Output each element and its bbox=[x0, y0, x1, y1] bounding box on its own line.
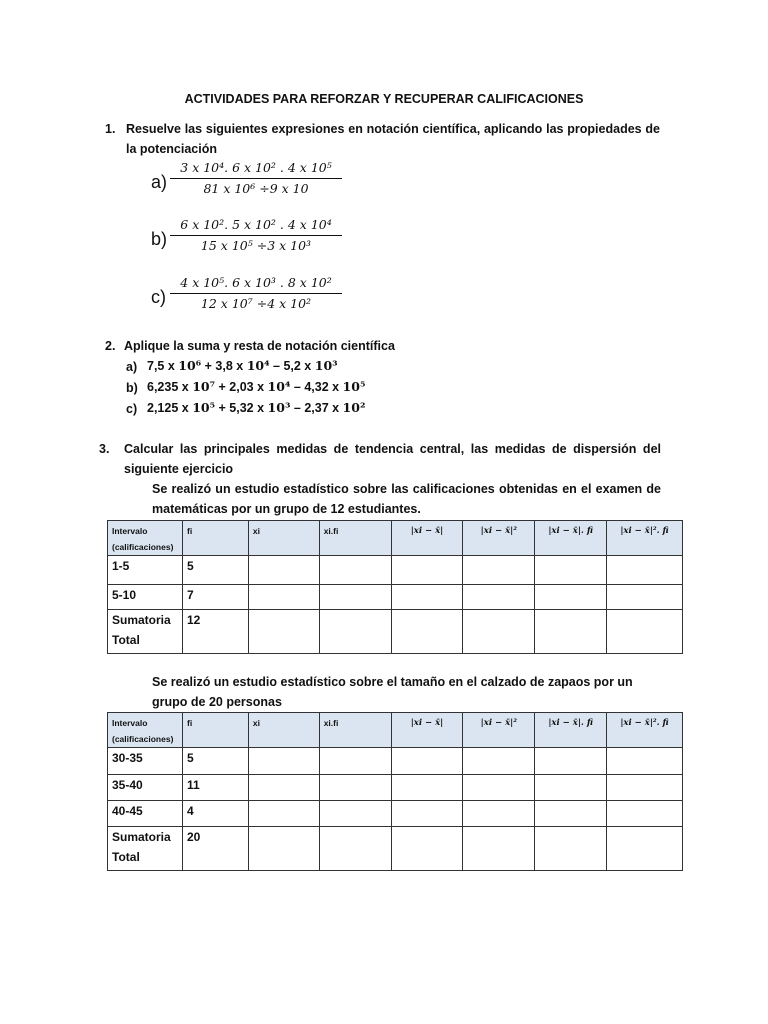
item-2a-part: 7,5 x bbox=[147, 359, 179, 373]
header-abs-dev: |xi − x̄| bbox=[391, 521, 463, 556]
table-row-total bbox=[108, 827, 683, 871]
table-header-row bbox=[108, 521, 683, 556]
cell-empty bbox=[535, 827, 607, 871]
header-xi: xi bbox=[248, 521, 319, 556]
cell-empty bbox=[463, 827, 535, 871]
fraction-1b-denominator: 15 x 10⁵ ÷3 x 10³ bbox=[200, 238, 312, 253]
header-sq-dev-fi: |xi − x̄|². fi bbox=[607, 521, 683, 556]
question-1-text: Resuelve las siguientes expresiones en notación científica, aplicando las propiedades de la potenciación bbox=[126, 122, 660, 156]
cell-empty bbox=[535, 801, 607, 827]
cell-empty bbox=[248, 801, 319, 827]
cell-empty bbox=[319, 610, 391, 654]
cell-interval: Sumatoria Total bbox=[108, 827, 183, 871]
cell-empty bbox=[391, 610, 463, 654]
item-1a-label: a) bbox=[151, 172, 168, 192]
page-title: ACTIVIDADES PARA REFORZAR Y RECUPERAR CALIFICACIONES bbox=[184, 92, 584, 106]
item-2a-power: 10⁴ bbox=[246, 358, 270, 373]
cell-empty bbox=[463, 775, 535, 801]
item-2b-part: – 4,32 x bbox=[290, 380, 343, 394]
cell-empty bbox=[248, 585, 319, 610]
cell-empty bbox=[248, 827, 319, 871]
header-fi: fi bbox=[182, 713, 248, 748]
header-abs-dev: |xi − x̄| bbox=[391, 713, 463, 748]
table-row-total bbox=[108, 610, 683, 654]
fraction-1a bbox=[170, 160, 342, 196]
table-header-row bbox=[108, 713, 683, 748]
fraction-1a-denominator: 81 x 10⁶ ÷9 x 10 bbox=[203, 181, 309, 196]
cell-empty bbox=[535, 610, 607, 654]
cell-empty bbox=[535, 775, 607, 801]
cell-empty bbox=[607, 556, 683, 585]
table-row bbox=[108, 801, 683, 827]
item-2b-power: 10⁷ bbox=[192, 379, 216, 394]
item-2c-part: – 2,37 x bbox=[290, 401, 343, 415]
frequency-table-grades bbox=[107, 520, 683, 654]
cell-fi: 11 bbox=[182, 775, 248, 801]
cell-empty bbox=[535, 585, 607, 610]
cell-empty bbox=[319, 801, 391, 827]
question-1-number: 1. bbox=[105, 122, 116, 136]
header-abs-dev-fi: |xi − x̄|. fi bbox=[535, 713, 607, 748]
header-xi: xi bbox=[248, 713, 319, 748]
item-2b-part: + 2,03 x bbox=[215, 380, 268, 394]
frequency-table-shoe-size bbox=[107, 712, 683, 871]
cell-empty bbox=[391, 775, 463, 801]
cell-empty bbox=[463, 801, 535, 827]
table-row bbox=[108, 556, 683, 585]
fraction-1c-denominator: 12 x 10⁷ ÷4 x 10² bbox=[200, 296, 312, 311]
item-2b-part: 6,235 x bbox=[147, 380, 193, 394]
item-2a-power: 10⁶ bbox=[178, 358, 202, 373]
table-row bbox=[108, 748, 683, 775]
cell-empty bbox=[248, 775, 319, 801]
cell-empty bbox=[535, 748, 607, 775]
cell-empty bbox=[463, 556, 535, 585]
item-2c-part: + 5,32 x bbox=[215, 401, 268, 415]
cell-empty bbox=[391, 827, 463, 871]
item-1b-label: b) bbox=[151, 229, 168, 249]
cell-empty bbox=[607, 775, 683, 801]
item-2b-label: b) bbox=[126, 381, 138, 395]
cell-empty bbox=[607, 827, 683, 871]
cell-empty bbox=[391, 585, 463, 610]
cell-interval: 35-40 bbox=[108, 775, 183, 801]
item-1c-label: c) bbox=[151, 287, 166, 307]
header-sq-dev: |xi − x̄|² bbox=[463, 521, 535, 556]
item-2c-power: 10⁵ bbox=[192, 400, 216, 415]
cell-empty bbox=[319, 556, 391, 585]
item-2a-part: + 3,8 x bbox=[201, 359, 247, 373]
cell-empty bbox=[248, 748, 319, 775]
cell-fi: 4 bbox=[182, 801, 248, 827]
item-2b-power: 10⁵ bbox=[342, 379, 366, 394]
cell-interval: 40-45 bbox=[108, 801, 183, 827]
cell-empty bbox=[248, 556, 319, 585]
item-2c-expression bbox=[147, 400, 365, 415]
question-2-number: 2. bbox=[105, 339, 116, 353]
item-2a-label: a) bbox=[126, 360, 138, 374]
cell-interval: Sumatoria Total bbox=[108, 610, 183, 654]
study-1-description: Se realizó un estudio estadístico sobre las calificaciones obtenidas en el examen de matemáticas por un grupo de 12 estudiantes. bbox=[152, 482, 661, 516]
fraction-1c-numerator: 4 x 10⁵. 6 x 10³ . 8 x 10² bbox=[170, 275, 342, 294]
cell-empty bbox=[463, 610, 535, 654]
table-row bbox=[108, 585, 683, 610]
cell-empty bbox=[319, 775, 391, 801]
header-sq-dev: |xi − x̄|² bbox=[463, 713, 535, 748]
fraction-1b-numerator: 6 x 10². 5 x 10² . 4 x 10⁴ bbox=[170, 217, 342, 236]
cell-interval: 1-5 bbox=[108, 556, 183, 585]
cell-empty bbox=[319, 827, 391, 871]
item-2b-expression bbox=[147, 379, 365, 394]
cell-empty bbox=[391, 556, 463, 585]
item-2b-power: 10⁴ bbox=[267, 379, 291, 394]
header-interval: Intervalo (calificaciones) bbox=[108, 713, 183, 748]
cell-fi: 7 bbox=[182, 585, 248, 610]
question-3-number: 3. bbox=[99, 442, 110, 456]
cell-fi: 5 bbox=[182, 556, 248, 585]
cell-empty bbox=[391, 748, 463, 775]
cell-fi: 20 bbox=[182, 827, 248, 871]
cell-interval: 5-10 bbox=[108, 585, 183, 610]
item-2a-expression bbox=[147, 358, 338, 373]
header-fi: fi bbox=[182, 521, 248, 556]
item-2c-power: 10³ bbox=[267, 400, 291, 415]
table-row bbox=[108, 775, 683, 801]
header-abs-dev-fi: |xi − x̄|. fi bbox=[535, 521, 607, 556]
cell-fi: 12 bbox=[182, 610, 248, 654]
cell-empty bbox=[463, 585, 535, 610]
cell-empty bbox=[607, 748, 683, 775]
item-2a-power: 10³ bbox=[314, 358, 338, 373]
cell-fi: 5 bbox=[182, 748, 248, 775]
cell-empty bbox=[607, 610, 683, 654]
item-2c-part: 2,125 x bbox=[147, 401, 193, 415]
cell-empty bbox=[319, 585, 391, 610]
header-interval: Intervalo (calificaciones) bbox=[108, 521, 183, 556]
header-sq-dev-fi: |xi − x̄|². fi bbox=[607, 713, 683, 748]
question-2-text: Aplique la suma y resta de notación científica bbox=[124, 339, 395, 353]
question-3-text: Calcular las principales medidas de tendencia central, las medidas de dispersión del siguiente ejercicio bbox=[124, 442, 661, 476]
cell-empty bbox=[319, 748, 391, 775]
fraction-1b bbox=[170, 217, 342, 253]
header-xi-fi: xi.fi bbox=[319, 521, 391, 556]
cell-empty bbox=[391, 801, 463, 827]
item-2c-label: c) bbox=[126, 402, 138, 416]
cell-empty bbox=[248, 610, 319, 654]
header-xi-fi: xi.fi bbox=[319, 713, 391, 748]
study-2-description: Se realizó un estudio estadístico sobre el tamaño en el calzado de zapaos por un grupo de 20 personas bbox=[152, 675, 633, 709]
cell-interval: 30-35 bbox=[108, 748, 183, 775]
fraction-1a-numerator: 3 x 10⁴. 6 x 10² . 4 x 10⁵ bbox=[170, 160, 342, 179]
fraction-1c bbox=[170, 275, 342, 311]
item-2c-power: 10² bbox=[342, 400, 366, 415]
item-2a-part: – 5,2 x bbox=[269, 359, 315, 373]
cell-empty bbox=[463, 748, 535, 775]
cell-empty bbox=[607, 801, 683, 827]
cell-empty bbox=[535, 556, 607, 585]
cell-empty bbox=[607, 585, 683, 610]
